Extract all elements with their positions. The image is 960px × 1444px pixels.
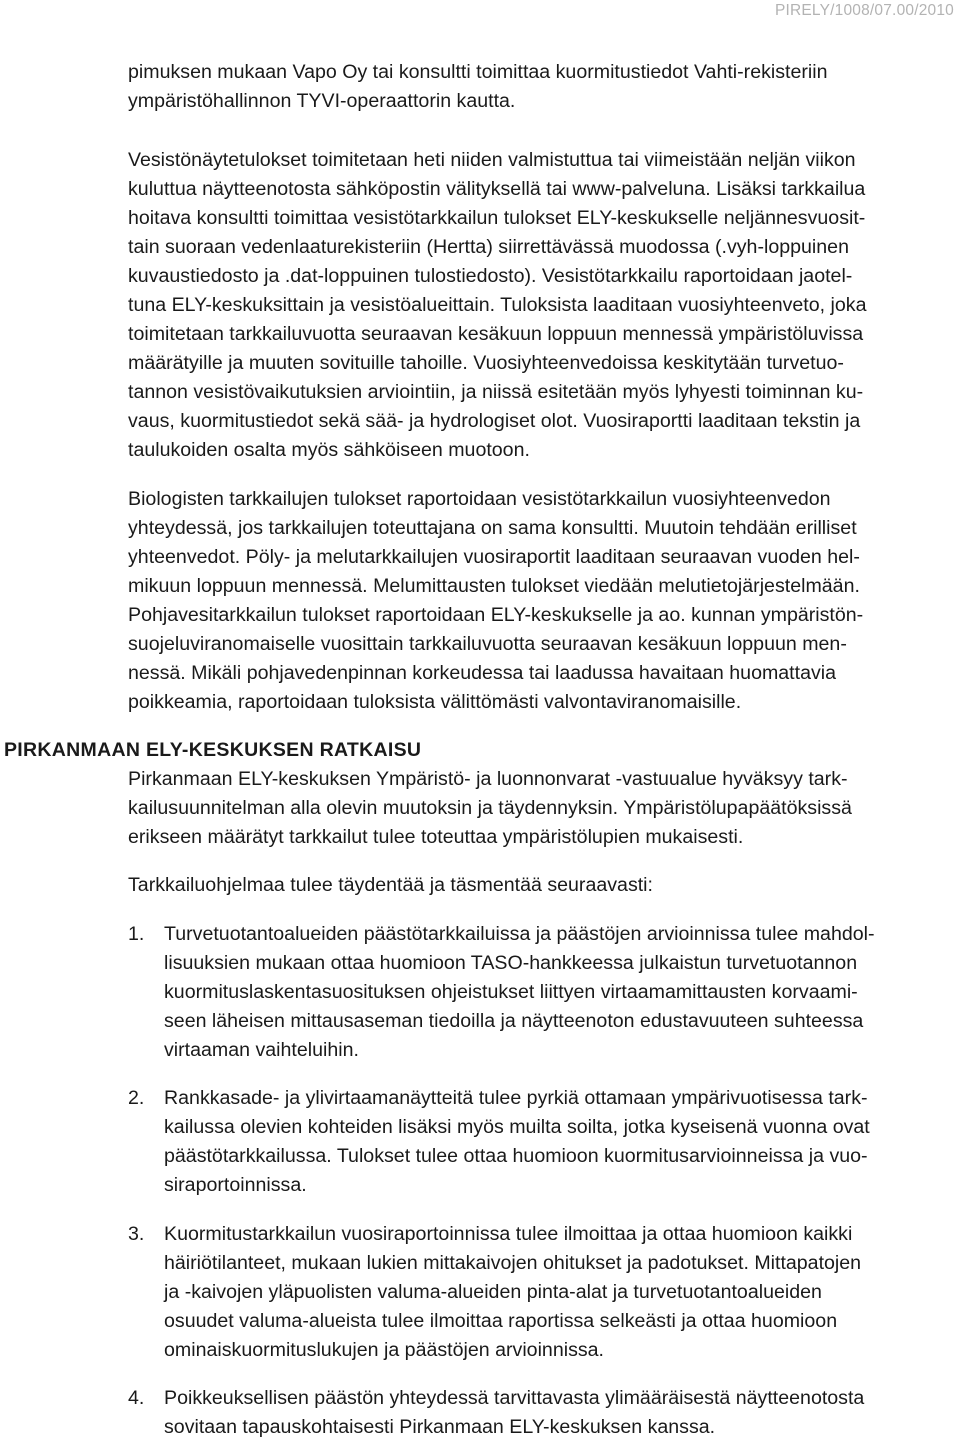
list-lead-in [128,871,950,900]
text-line: tain suoraan vedenlaaturekisteriin (Hertta) siirrettävässä muodossa (.vyh-loppuinen [128,236,849,258]
section-intro [128,765,950,852]
list-number: 3. [128,1223,145,1245]
text-line: osuudet valuma-alueista tulee ilmoittaa raportissa selkeästi ja ottaa huomioon [164,1310,838,1332]
list-item-2 [128,1084,954,1200]
text-line: Turvetuotantoalueiden päästötarkkailuissa ja päästöjen arvioinnissa tulee mahdol- [164,923,875,945]
text-line: Poikkeuksellisen päästön yhteydessä tarvittavasta ylimääräisestä näytteenotosta [164,1387,865,1409]
text-line: nessä. Mikäli pohjavedenpinnan korkeudessa tai laadussa havaitaan huomattavia [128,662,837,684]
text-line: erikseen määrätyt tarkkailut tulee toteuttaa ympäristölupien mukaisesti. [128,826,744,848]
list-text [164,1220,954,1365]
text-line: Pirkanmaan ELY-keskuksen Ympäristö- ja luonnonvarat -vastuualue hyväksyy tark- [128,768,848,790]
paragraph-water-results [128,146,950,465]
text-line: Rankkasade- ja ylivirtaamanäytteitä tulee pyrkiä ottamaan ympärivuotisessa tark- [164,1087,868,1109]
list-item-1 [128,920,954,1065]
list-text [164,1084,954,1200]
text-line: häiriötilanteet, mukaan lukien mittakaivojen ohitukset ja padotukset. Mittapatojen [164,1252,862,1274]
text-line: kailusuunnitelman alla olevin muutoksin ja täydennyksin. Ympäristölupapäätöksissä [128,797,852,819]
list-number: 4. [128,1387,145,1409]
list-text [164,1384,954,1442]
text-line: poikkeamia, raportoidaan tuloksista välittömästi valvontaviranomaisille. [128,691,742,713]
list-text [164,920,954,1065]
text-line: ja -kaivojen yläpuolisten valuma-alueiden pinta-alat ja turvetuotantoalueiden [164,1281,822,1303]
paragraph-biological-monitoring [128,485,950,717]
text-line: Biologisten tarkkailujen tulokset raportoidaan vesistötarkkailun vuosiyhteenvedon [128,488,831,510]
text-line: ominaiskuormituslukujen ja päästöjen arvioinnissa. [164,1339,604,1361]
text-line: yhteenvedot. Pöly- ja melutarkkailujen vuosiraportit laaditaan seuraavan vuoden hel- [128,546,860,568]
text-line: päästötarkkailussa. Tulokset tulee ottaa huomioon kuormitusarvioinneissa ja vuo- [164,1145,868,1167]
text-line: sovitaan tapauskohtaisesti Pirkanmaan ELY-keskuksen kanssa. [164,1416,716,1438]
text-line: kuormituslaskentasuosituksen ohjeistukset liittyen virtaamamittausten korvaami- [164,981,858,1003]
text-line: hoitava konsultti toimittaa vesistötarkkailun tulokset ELY-keskukselle neljännesvuosit- [128,207,866,229]
paragraph-reporting-vahti [128,58,950,116]
text-line: kailussa olevien kohteiden lisäksi myös muilta soilta, jotka kyseisenä vuonna ovat [164,1116,870,1138]
text-line: mikuun loppuun mennessä. Melumittausten tulokset viedään melutietojärjestelmään. [128,575,860,597]
text-line: yhteydessä, jos tarkkailujen toteuttajana on sama konsultti. Muutoin tehdään erilliset [128,517,857,539]
text-line: lisuuksien mukaan ottaa huomioon TASO-hankkeessa julkaistun turvetuotannon [164,952,858,974]
text-line: toimitetaan tarkkailuvuotta seuraavan kesäkuun loppuun mennessä ympäristöluvissa [128,323,864,345]
list-number: 1. [128,923,145,945]
text-line: suojeluviranomaiselle vuosittain tarkkailuvuotta seuraavan kesäkuun loppuun men- [128,633,847,655]
text-line: ympäristöhallinnon TYVI-operaattorin kautta. [128,90,516,112]
text-line: virtaaman vaihteluihin. [164,1039,359,1061]
text-line: tuna ELY-keskuksittain ja vesistöalueittain. Tuloksista laaditaan vuosiyhteenveto, joka [128,294,867,316]
text-line: Tarkkailuohjelmaa tulee täydentää ja täsmentää seuraavasti: [128,874,653,896]
list-item-4 [128,1384,954,1442]
text-line: vaus, kuormitustiedot sekä sää- ja hydrologiset olot. Vuosiraportti laaditaan tekstin ja [128,410,861,432]
text-line: kuluttua näytteenotosta sähköpostin välityksellä tai www-palveluna. Lisäksi tarkkailua [128,178,866,200]
text-line: kuvaustiedosto ja .dat-loppuinen tulostiedosto). Vesistötarkkailu raportoidaan jaotel- [128,265,853,287]
text-line: määrätyille ja muuten sovituille tahoille. Vuosiyhteenvedoissa keskitytään turvetuo- [128,352,844,374]
list-number: 2. [128,1087,145,1109]
text-line: Vesistönäytetulokset toimitetaan heti niiden valmistuttua tai viimeistään neljän viikon [128,149,856,171]
text-line: seen läheisen mittausaseman tiedoilla ja näytteenoton edustavuuteen suhteessa [164,1010,864,1032]
text-line: tannon vesistövaikutuksien arviointiin, ja niissä esitetään myös lyhyesti toiminnan ku- [128,381,864,403]
text-line: siraportoinnissa. [164,1174,307,1196]
text-line: pimuksen mukaan Vapo Oy tai konsultti toimittaa kuormitustiedot Vahti-rekisteriin [128,61,828,83]
document-id: PIRELY/1008/07.00/2010 [774,2,954,19]
text-line: Kuormitustarkkailun vuosiraportoinnissa tulee ilmoittaa ja ottaa huomioon kaikki [164,1223,853,1245]
list-item-3 [128,1220,954,1365]
text-line: taulukoiden osalta myös sähköiseen muotoon. [128,439,530,461]
text-line: Pohjavesitarkkailun tulokset raportoidaan ELY-keskukselle ja ao. kunnan ympäristön- [128,604,864,626]
section-heading: PIRKANMAAN ELY-KESKUKSEN RATKAISU [4,739,422,761]
